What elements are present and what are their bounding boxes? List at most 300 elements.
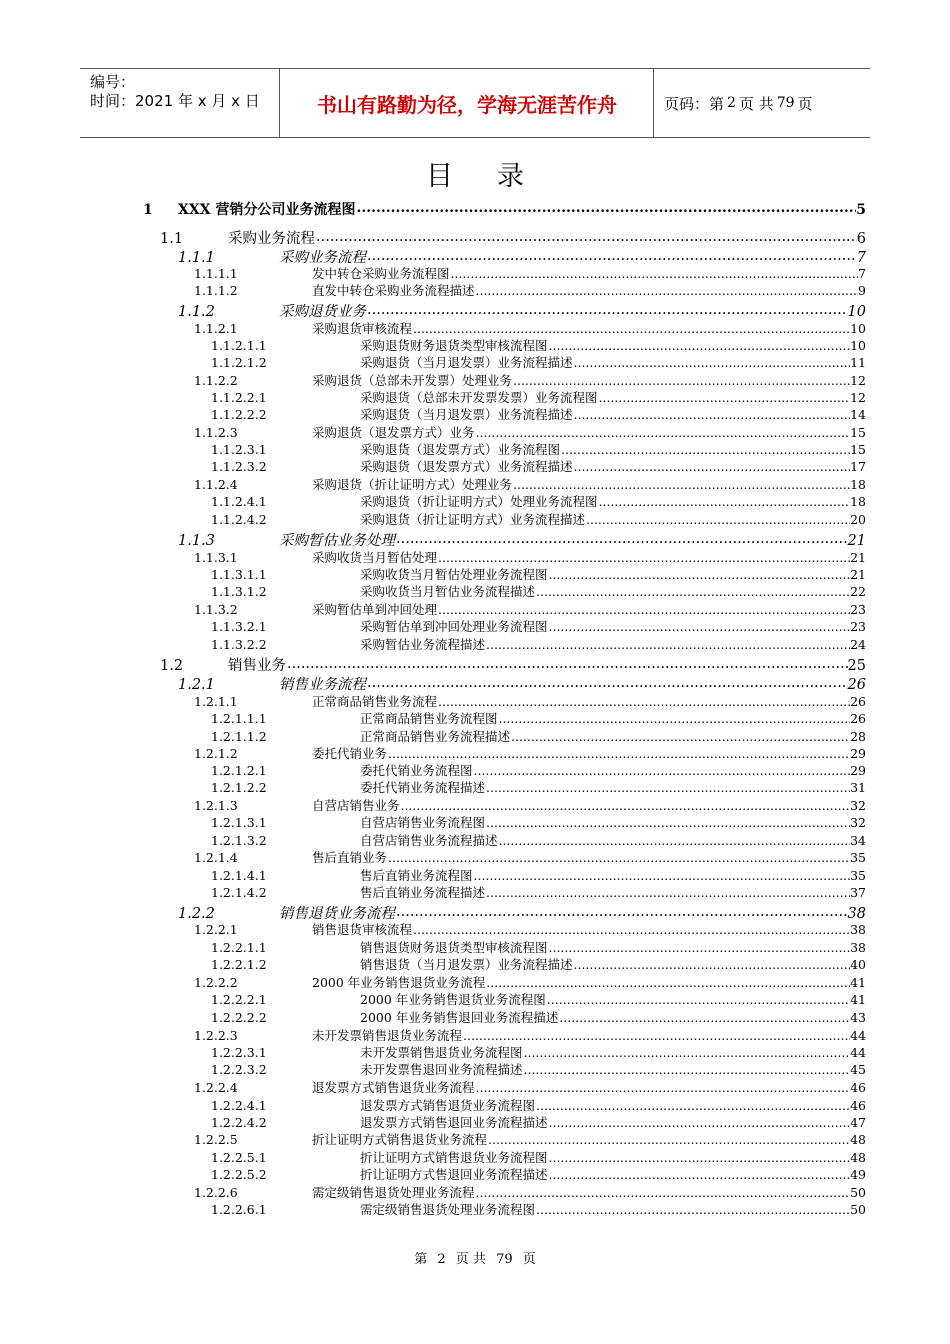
toc-entry[interactable]	[194, 973, 866, 990]
toc-entry-page: 50	[850, 1185, 866, 1200]
toc-dot-leader	[400, 798, 851, 811]
toc-dot-leader	[485, 815, 850, 828]
toc-dot-leader	[546, 992, 850, 1005]
toc-dot-leader	[485, 780, 850, 793]
toc-entry-page: 22	[850, 584, 866, 599]
toc-entry-number: 1.2.1.2	[194, 746, 238, 761]
toc-entry-page: 15	[850, 442, 866, 457]
toc-entry-page: 48	[850, 1132, 866, 1147]
toc-entry-title: 采购收货当月暂估处理	[312, 550, 438, 565]
toc-entry-number: 1.2.1.3	[194, 798, 238, 813]
toc-dot-leader	[548, 940, 851, 953]
toc-entry-page: 23	[850, 602, 866, 617]
toc-entry-title: 采购退货审核流程	[312, 321, 413, 336]
toc-entry-number: 1.2.1.1.2	[211, 729, 267, 744]
toc-dot-leader	[475, 1080, 851, 1093]
toc-entry-page: 35	[850, 850, 866, 865]
toc-entry[interactable]	[211, 831, 866, 848]
toc-entry-title: 采购退货（当月退发票）业务流程描述	[360, 355, 573, 370]
toc-entry-title: 采购业务流程	[279, 250, 366, 266]
toc-entry-page: 29	[850, 746, 866, 761]
toc-entry-title: 委托代销业务	[312, 746, 388, 761]
toc-entry-page: 44	[850, 1045, 866, 1060]
toc-entry[interactable]	[211, 1060, 866, 1077]
toc-entry-page: 26	[850, 694, 866, 709]
toc-entry-title: 销售退货业务流程	[279, 906, 395, 922]
toc-dot-leader	[585, 512, 850, 525]
toc-entry-page: 48	[850, 1150, 866, 1165]
toc-entry-page: 24	[850, 637, 866, 652]
toc-entry[interactable]	[194, 848, 866, 865]
toc-dot-leader	[535, 584, 850, 597]
toc-entry-page: 10	[850, 338, 866, 353]
toc-entry-page: 21	[850, 550, 866, 565]
toc-entry[interactable]	[194, 600, 866, 617]
toc-dot-leader	[485, 975, 850, 988]
toc-entry-page: 31	[850, 780, 866, 795]
toc-entry[interactable]	[211, 617, 866, 634]
toc-entry[interactable]	[194, 1078, 866, 1095]
toc-entry-title: 采购退货（总部未开发票）处理业务	[312, 373, 513, 388]
toc-entry-number: 1.2.2.3.1	[211, 1045, 267, 1060]
toc-dot-leader	[548, 338, 851, 351]
toc-dot-leader	[286, 656, 848, 671]
toc-entry[interactable]	[211, 635, 866, 652]
toc-entry-title: 售后直销业务	[312, 850, 388, 865]
toc-dot-leader	[366, 302, 848, 317]
footer-suffix: 页	[522, 1252, 536, 1267]
header-page-current: 2	[727, 95, 736, 111]
toc-entry-title: 销售业务	[228, 658, 286, 674]
toc-entry-number: 1.1.3.1	[194, 550, 238, 565]
header-motto: 书山有路勤为径，学海无涯苦作舟	[281, 69, 654, 137]
toc-entry-number: 1.1.2.3.2	[211, 459, 267, 474]
toc-dot-leader	[366, 248, 857, 263]
toc-entry-number: 1.1.2.4.1	[211, 494, 267, 509]
toc-entry-page: 20	[850, 512, 866, 527]
toc-dot-leader	[395, 531, 848, 546]
toc-dot-leader	[315, 229, 857, 244]
toc-entry-title: 折让证明方式售退回业务流程描述	[360, 1167, 548, 1182]
toc-entry[interactable]	[211, 990, 866, 1007]
toc-entry-page: 15	[850, 425, 866, 440]
toc-entry-number: 1.1.1.2	[194, 283, 238, 298]
toc-dot-leader	[355, 200, 856, 214]
toc-entry-page: 10	[847, 304, 866, 320]
toc-entry-number: 1.2.2.4	[194, 1080, 238, 1095]
toc-entry-page: 38	[850, 922, 866, 937]
toc-entry-page: 6	[856, 231, 866, 247]
toc-entry-title: 采购退货（总部未开发票发票）业务流程图	[360, 390, 598, 405]
toc-entry[interactable]	[211, 440, 866, 457]
toc-dot-leader	[437, 550, 850, 563]
toc-dot-leader	[548, 1115, 851, 1128]
toc-entry-page: 23	[850, 619, 866, 634]
toc-entry-page: 49	[850, 1167, 866, 1182]
toc-entry[interactable]	[160, 227, 866, 247]
toc-entry-number: 1.2.1.3.1	[211, 815, 267, 830]
toc-entry-page: 14	[850, 407, 866, 422]
toc-entry-page: 18	[850, 477, 866, 492]
toc-entry-number: 1.2.2.5	[194, 1132, 238, 1147]
toc-entry-number: 1.2.1.2.1	[211, 763, 267, 778]
toc-entry-number: 1.1.3.1.1	[211, 567, 267, 582]
toc-entry-number: 1.2.1.4	[194, 850, 238, 865]
toc-dot-leader	[573, 355, 851, 368]
toc-dot-leader	[573, 957, 851, 970]
toc-entry[interactable]	[194, 475, 866, 492]
toc-dot-leader	[523, 1062, 851, 1075]
toc-entry-page: 41	[850, 992, 866, 1007]
toc-entry[interactable]	[194, 319, 866, 336]
toc-entry[interactable]	[211, 1043, 866, 1060]
toc-dot-leader	[535, 1098, 850, 1111]
toc-entry[interactable]	[211, 778, 866, 795]
toc-entry[interactable]	[211, 582, 866, 599]
toc-entry-title: 销售退货（当月退发票）业务流程描述	[360, 957, 573, 972]
toc-entry-page: 11	[850, 355, 866, 370]
toc-dot-leader	[412, 922, 850, 935]
toc-entry[interactable]	[194, 920, 866, 937]
toc-entry-number: 1.2.2.6	[194, 1185, 238, 1200]
toc-entry-title: 发中转仓采购业务流程图	[312, 266, 450, 281]
toc-entry-title: 自营店销售业务流程描述	[360, 833, 498, 848]
toc-entry-number: 1.1.2.2.2	[211, 407, 267, 422]
toc-entry-title: 退发票方式销售退货业务流程	[312, 1080, 475, 1095]
toc-dot-leader	[487, 1132, 850, 1145]
toc-entry[interactable]	[211, 388, 866, 405]
toc-entry-page: 18	[850, 494, 866, 509]
toc-entry-title: 采购暂估业务处理	[279, 533, 395, 549]
toc-dot-leader	[558, 1010, 850, 1023]
toc-entry[interactable]	[194, 1130, 866, 1147]
toc-entry-title: 采购退货（退发票方式）业务	[312, 425, 475, 440]
toc-entry-page: 41	[850, 975, 866, 990]
toc-entry-title: 自营店销售业务流程图	[360, 815, 486, 830]
toc-entry[interactable]	[211, 336, 866, 353]
toc-entry-title: 采购暂估单到冲回处理	[312, 602, 438, 617]
toc-dot-leader	[573, 407, 851, 420]
toc-entry[interactable]	[211, 727, 866, 744]
toc-dot-leader	[548, 567, 851, 580]
toc-entry-number: 1.2.1.2.2	[211, 780, 267, 795]
toc-entry-page: 32	[850, 815, 866, 830]
toc-entry-title: 未开发票销售退货业务流程图	[360, 1045, 523, 1060]
toc-entry[interactable]	[211, 1113, 866, 1130]
toc-entry-page: 46	[850, 1098, 866, 1113]
toc-entry-title: 采购退货财务退货类型审核流程图	[360, 338, 548, 353]
toc-entry-page: 35	[850, 868, 866, 883]
toc-dot-leader	[437, 602, 850, 615]
toc-entry-page: 29	[850, 763, 866, 778]
toc-entry-number: 1.1.1.1	[194, 266, 238, 281]
toc-entry[interactable]	[143, 199, 866, 219]
toc-entry-title: 自营店销售业务	[312, 798, 400, 813]
toc-entry[interactable]	[194, 1183, 866, 1200]
page-footer	[0, 1248, 950, 1267]
toc-entry-number: 1.2.1.4.2	[211, 885, 267, 900]
toc-entry-number: 1.1.2.2	[194, 373, 238, 388]
toc-entry[interactable]	[211, 813, 866, 830]
toc-entry-title: 退发票方式销售退回业务流程描述	[360, 1115, 548, 1130]
toc-entry[interactable]	[211, 1096, 866, 1113]
toc-entry-page: 38	[847, 906, 866, 922]
toc-dot-leader	[498, 833, 851, 846]
toc-entry-number: 1.2.2.2	[194, 975, 238, 990]
toc-dot-leader	[473, 868, 851, 881]
toc-entry-title: 需定级销售退货处理业务流程	[312, 1185, 475, 1200]
toc-entry-title: 销售业务流程	[279, 677, 366, 693]
toc-dot-leader	[485, 637, 850, 650]
toc-entry-title: 采购退货（退发票方式）业务流程描述	[360, 459, 573, 474]
toc-entry-page: 7	[856, 250, 866, 266]
toc-entry[interactable]	[194, 744, 866, 761]
toc-entry-number: 1.1.3.2.2	[211, 637, 267, 652]
toc-entry-title: 正常商品销售业务流程描述	[360, 729, 511, 744]
toc-dot-leader	[462, 1028, 850, 1041]
toc-entry-number: 1.2.2	[178, 906, 215, 922]
toc-entry[interactable]	[194, 548, 866, 565]
toc-entry-number: 1.2.2.3	[194, 1028, 238, 1043]
toc-entry-page: 40	[850, 957, 866, 972]
toc-entry-number: 1	[143, 202, 153, 218]
toc-entry-number: 1.2.2.3.2	[211, 1062, 267, 1077]
toc-entry-number: 1.1.2.4	[194, 477, 238, 492]
toc-entry[interactable]	[211, 938, 866, 955]
toc-entry-title: 采购退货（折让证明方式）处理业务	[312, 477, 513, 492]
toc-entry-page: 10	[850, 321, 866, 336]
toc-entry-page: 7	[858, 266, 866, 281]
toc-entry-number: 1.1.2.2.1	[211, 390, 267, 405]
toc-entry-number: 1.1.2.3.1	[211, 442, 267, 457]
toc-entry-page: 12	[850, 373, 866, 388]
toc-entry-page: 43	[850, 1010, 866, 1025]
toc-entry-page: 44	[850, 1028, 866, 1043]
toc-entry-number: 1.2.1.4.1	[211, 868, 267, 883]
toc-entry-number: 1.2.2.1.2	[211, 957, 267, 972]
toc-entry[interactable]	[178, 246, 866, 266]
toc-entry-title: 折让证明方式销售退货业务流程图	[360, 1150, 548, 1165]
toc-entry-number: 1.2.2.2.1	[211, 992, 267, 1007]
toc-dot-leader	[523, 1045, 851, 1058]
toc-entry-page: 25	[847, 658, 866, 674]
toc-dot-leader	[548, 1167, 851, 1180]
toc-entry-title: 需定级销售退货处理业务流程图	[360, 1202, 536, 1217]
toc-entry[interactable]	[194, 423, 866, 440]
toc-dot-leader	[512, 373, 850, 386]
toc-entry-page: 17	[850, 459, 866, 474]
toc-entry[interactable]	[194, 281, 866, 298]
toc-dot-leader	[475, 283, 859, 296]
toc-entry-title: 正常商品销售业务流程	[312, 694, 438, 709]
toc-entry[interactable]	[211, 761, 866, 778]
toc-entry-number: 1.2.1.1.1	[211, 711, 267, 726]
toc-entry-page: 45	[850, 1062, 866, 1077]
toc-entry-title: 采购退货业务	[279, 304, 366, 320]
toc-entry-number: 1.1.2.3	[194, 425, 238, 440]
toc-entry[interactable]	[178, 529, 866, 549]
toc-entry-title: 2000 年业务销售退货业务流程图	[360, 992, 546, 1007]
toc-entry[interactable]	[194, 1026, 866, 1043]
toc-entry[interactable]	[211, 565, 866, 582]
toc-entry-number: 1.1.3.2	[194, 602, 238, 617]
toc-entry-title: 退发票方式销售退货业务流程图	[360, 1098, 536, 1113]
toc-entry-title: 销售退货审核流程	[312, 922, 413, 937]
toc-entry-number: 1.2.2.1	[194, 922, 238, 937]
toc-entry-number: 1.1.3	[178, 533, 215, 549]
toc-entry-title: 销售退货财务退货类型审核流程图	[360, 940, 548, 955]
toc-entry-page: 21	[850, 567, 866, 582]
footer-mid: 页 共	[455, 1252, 486, 1267]
toc-entry-page: 21	[847, 533, 866, 549]
toc-entry-title: 折让证明方式销售退货业务流程	[312, 1132, 488, 1147]
footer-prefix: 第	[414, 1252, 428, 1267]
toc-entry-number: 1.2.2.4.2	[211, 1115, 267, 1130]
toc-entry-title: 采购暂估单到冲回处理业务流程图	[360, 619, 548, 634]
toc-entry-title: 委托代销业务流程图	[360, 763, 473, 778]
toc-entry-number: 1.2.1	[178, 677, 215, 693]
toc-entry-title: 采购业务流程	[228, 231, 315, 247]
toc-entry[interactable]	[211, 1008, 866, 1025]
toc-entry-page: 12	[850, 390, 866, 405]
toc-entry[interactable]	[178, 673, 866, 693]
toc-entry-title: 正常商品销售业务流程图	[360, 711, 498, 726]
toc-entry[interactable]	[211, 883, 866, 900]
toc-entry-title: XXX 营销分公司业务流程图	[178, 202, 356, 218]
toc-dot-leader	[548, 1150, 851, 1163]
toc-dot-leader	[510, 729, 850, 742]
toc-entry[interactable]	[211, 1165, 866, 1182]
toc-dot-leader	[366, 675, 848, 690]
toc-entry[interactable]	[194, 264, 866, 281]
toc-entry-number: 1.1	[160, 231, 184, 247]
toc-entry-number: 1.2.2.2.2	[211, 1010, 267, 1025]
toc-entry-page: 9	[858, 283, 866, 298]
toc-entry[interactable]	[211, 709, 866, 726]
toc-entry[interactable]	[211, 405, 866, 422]
toc-entry-number: 1.2.2.4.1	[211, 1098, 267, 1113]
toc-entry-title: 售后直销业务流程图	[360, 868, 473, 883]
toc-entry-page: 46	[850, 1080, 866, 1095]
toc-entry-number: 1.1.2.4.2	[211, 512, 267, 527]
toc-dot-leader	[437, 694, 850, 707]
header-page-mid: 页 共	[738, 94, 774, 113]
header-page-total: 79	[776, 95, 795, 111]
toc-entry-page: 26	[850, 711, 866, 726]
footer-current-page: 2	[437, 1252, 446, 1267]
toc-dot-leader	[450, 266, 859, 279]
toc-dot-leader	[598, 390, 851, 403]
header-number-label: 编号：	[90, 73, 136, 91]
footer-total-pages: 79	[496, 1252, 513, 1267]
toc-dot-leader	[498, 711, 851, 724]
toc-entry-title: 委托代销业务流程描述	[360, 780, 486, 795]
toc-entry-number: 1.1.2.1	[194, 321, 238, 336]
toc-entry-title: 采购退货（折让证明方式）业务流程描述	[360, 512, 586, 527]
toc-entry[interactable]	[211, 955, 866, 972]
toc-entry-number: 1.2.2.1.1	[211, 940, 267, 955]
toc-entry-page: 37	[850, 885, 866, 900]
toc-entry-number: 1.2.2.5.1	[211, 1150, 267, 1165]
toc-dot-leader	[598, 494, 851, 507]
toc-entry[interactable]	[211, 1148, 866, 1165]
toc-entry-number: 1.2.1.3.2	[211, 833, 267, 848]
toc-entry[interactable]	[211, 457, 866, 474]
toc-entry-title: 2000 年业务销售退回业务流程描述	[360, 1010, 559, 1025]
toc-dot-leader	[475, 425, 851, 438]
toc-entry[interactable]	[211, 353, 866, 370]
toc-entry-number: 1.1.2	[178, 304, 215, 320]
toc-entry-number: 1.2.2.6.1	[211, 1202, 267, 1217]
toc-entry-title: 售后直销业务流程描述	[360, 885, 486, 900]
toc-dot-leader	[412, 321, 850, 334]
toc-entry-page: 28	[850, 729, 866, 744]
header-page-prefix: 页码：第	[664, 94, 725, 113]
toc-dot-leader	[573, 459, 851, 472]
toc-entry[interactable]	[178, 902, 866, 922]
toc-entry-title: 采购退货（折让证明方式）处理业务流程图	[360, 494, 598, 509]
toc-entry-page: 50	[850, 1202, 866, 1217]
toc-entry-title: 采购退货（退发票方式）业务流程图	[360, 442, 561, 457]
toc-entry-page: 47	[850, 1115, 866, 1130]
toc-entry[interactable]	[211, 1200, 866, 1217]
header-page-suffix: 页	[797, 94, 813, 113]
toc-title: 目录	[426, 161, 568, 192]
toc-entry[interactable]	[211, 492, 866, 509]
toc-entry[interactable]	[194, 796, 866, 813]
toc-entry[interactable]	[160, 654, 866, 674]
toc-dot-leader	[475, 1185, 851, 1198]
toc-entry-title: 采购暂估业务流程描述	[360, 637, 486, 652]
toc-entry-page: 26	[847, 677, 866, 693]
toc-entry-number: 1.1.2.1.2	[211, 355, 267, 370]
toc-entry-page: 34	[850, 833, 866, 848]
toc-entry-page: 5	[856, 202, 866, 218]
toc-entry-number: 1.2.1.1	[194, 694, 238, 709]
toc-entry-number: 1.1.3.2.1	[211, 619, 267, 634]
toc-dot-leader	[485, 885, 850, 898]
toc-entry-title: 未开发票销售退货业务流程	[312, 1028, 463, 1043]
toc-dot-leader	[512, 477, 850, 490]
toc-dot-leader	[535, 1202, 850, 1215]
toc-dot-leader	[395, 904, 848, 919]
toc-entry[interactable]	[194, 371, 866, 388]
toc-dot-leader	[387, 850, 850, 863]
toc-dot-leader	[473, 763, 851, 776]
toc-entry[interactable]	[194, 692, 866, 709]
toc-entry-number: 1.1.3.1.2	[211, 584, 267, 599]
toc-entry[interactable]	[211, 866, 866, 883]
toc-entry-title: 2000 年业务销售退货业务流程	[312, 975, 486, 990]
toc-entry[interactable]	[178, 300, 866, 320]
toc-entry[interactable]	[211, 510, 866, 527]
toc-entry-title: 采购收货当月暂估处理业务流程图	[360, 567, 548, 582]
toc-entry-title: 采购收货当月暂估业务流程描述	[360, 584, 536, 599]
toc-entry-title: 未开发票售退回业务流程描述	[360, 1062, 523, 1077]
toc-entry-title: 采购退货（当月退发票）业务流程描述	[360, 407, 573, 422]
toc-entry-title: 直发中转仓采购业务流程描述	[312, 283, 475, 298]
toc-entry-number: 1.2	[160, 658, 184, 674]
toc-entry-page: 38	[850, 940, 866, 955]
toc-entry-number: 1.1.2.1.1	[211, 338, 267, 353]
toc-entry-number: 1.2.2.5.2	[211, 1167, 267, 1182]
toc-entry-number: 1.1.1	[178, 250, 215, 266]
toc-dot-leader	[560, 442, 850, 455]
header-date-label: 时间：2021 年 x 月 x 日	[90, 92, 260, 110]
toc-dot-leader	[387, 746, 850, 759]
toc-dot-leader	[548, 619, 851, 632]
toc-entry-page: 32	[850, 798, 866, 813]
